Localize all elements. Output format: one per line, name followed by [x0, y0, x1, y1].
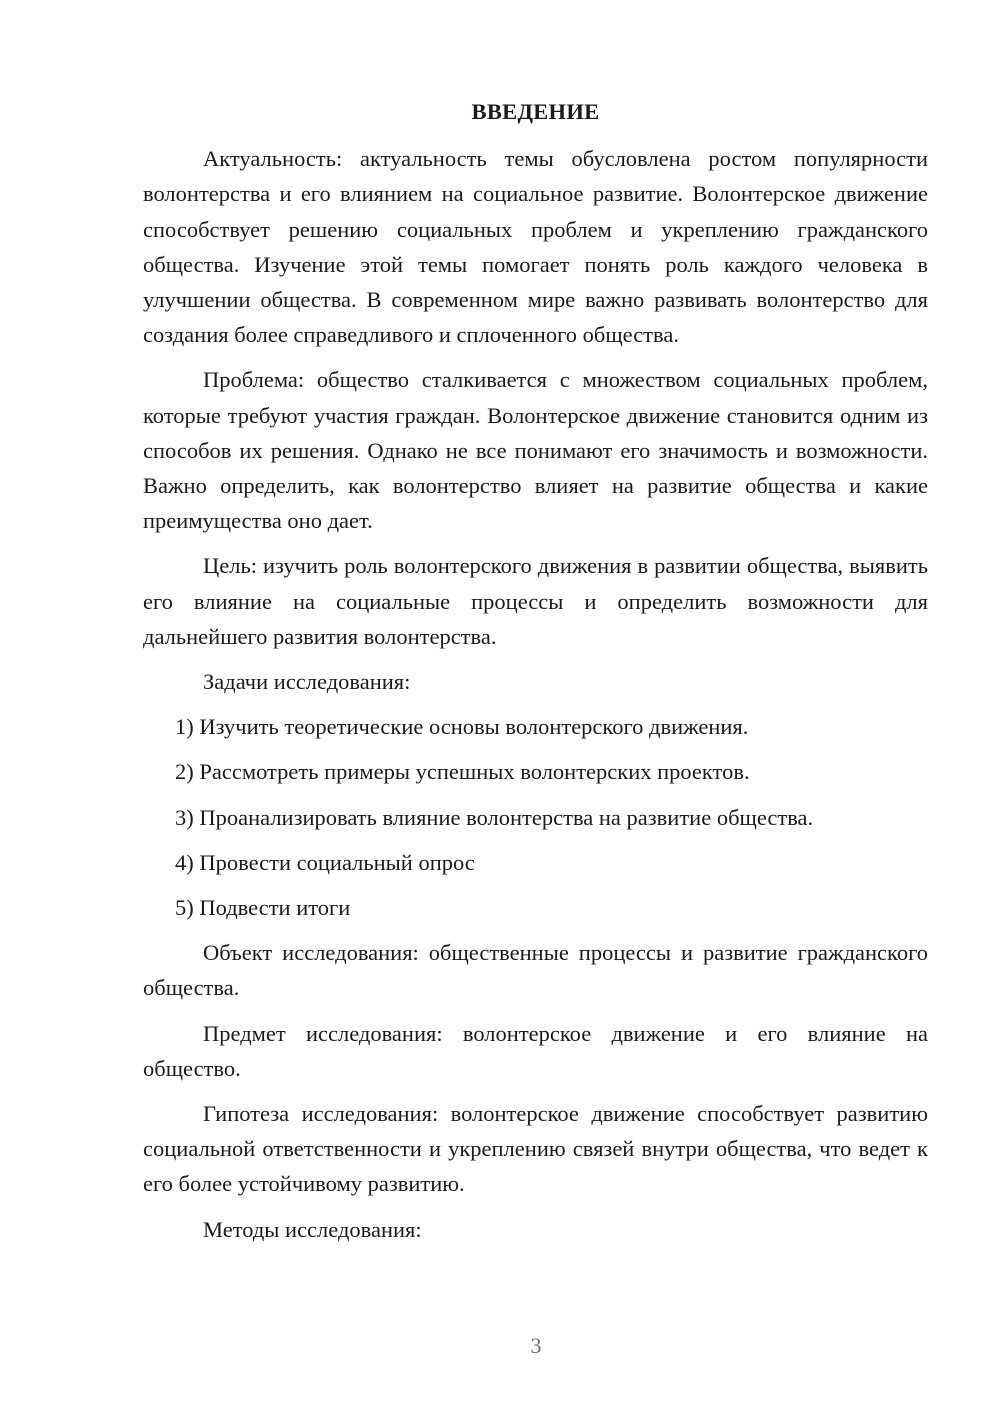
task-item-4: 4) Провести социальный опрос	[175, 849, 475, 875]
task-item-2: 2) Рассмотреть примеры успешных волонтерских проектов.	[175, 759, 750, 785]
task-item-3: 3) Проанализировать влияние волонтерства на развитие общества.	[175, 804, 814, 830]
paragraph-subject: Предмет исследования: волонтерское движение и его влияние на общество.	[143, 1020, 928, 1081]
paragraph-object: Объект исследования: общественные процессы и развитие гражданского общества.	[143, 940, 928, 1001]
paragraph-goal: Цель: изучить роль волонтерского движения в развитии общества, выявить его влияние на социальные процессы и определить возможности для дальнейшего развития волонтерства.	[143, 553, 928, 649]
paragraph-tasks-heading: Задачи исследования:	[203, 669, 411, 695]
task-item-5: 5) Подвести итоги	[175, 895, 351, 921]
section-title: ВВЕДЕНИЕ	[471, 99, 600, 124]
page-number: 3	[530, 1333, 542, 1358]
paragraph-hypothesis: Гипотеза исследования: волонтерское движение способствует развитию социальной ответственности и укреплению связей внутри общества, что ведет к его более устойчивому развитию.	[143, 1101, 928, 1197]
paragraph-problem: Проблема: общество сталкивается с множеством социальных проблем, которые требуют участия граждан. Волонтерское движение становится одним из способов их решения. Однако не все понимают его значимость и возможности. Важно определить, как волонтерство влияет на развитие общества и какие преимущества оно дает.	[143, 367, 928, 534]
task-item-1: 1) Изучить теоретические основы волонтерского движения.	[175, 714, 749, 740]
paragraph-relevance: Актуальность: актуальность темы обусловлена ростом популярности волонтерства и его влиянием на социальное развитие. Волонтерское движение способствует решению социальных проблем и укреплению гражданского общества. Изучение этой темы помогает понять роль каждого человека в улучшении общества. В современном мире важно развивать волонтерство для создания более справедливого и сплоченного общества.	[143, 146, 928, 348]
paragraph-methods-heading: Методы исследования:	[203, 1216, 422, 1242]
document-page	[143, 94, 928, 1257]
